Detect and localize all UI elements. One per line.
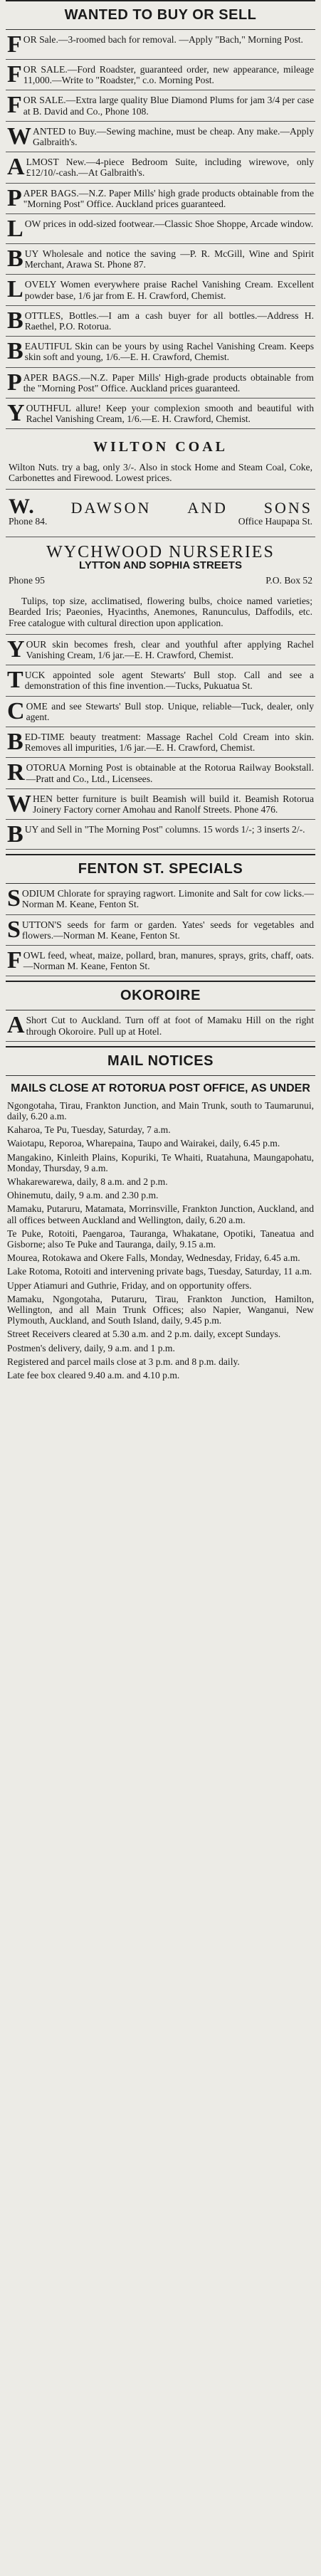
classified-ad	[6, 30, 315, 60]
classified-ad	[6, 884, 315, 914]
classified-ad	[6, 306, 315, 337]
ad-text: OTORUA Morning Post is obtainable at the Rotorua Railway Bookstall. —Pratt and Co., Ltd., Licensees.	[26, 762, 314, 784]
wilton-title: WILTON COAL	[93, 439, 228, 455]
nursery-street: LYTTON AND SOPHIA STREETS	[79, 559, 242, 571]
ad-text: EAUTIFUL Skin can be yours by using Rachel Vanishing Cream. Keeps skin soft and young, 1/6.—E. H. Crawford, Chemist.	[24, 341, 314, 363]
mail-schedule-item: Mamaku, Ngongotaha, Putaruru, Tirau, Frankton Junction, Hamilton, Wellington, and all Main Trunk Offices; also Napier, Wanganui, New Plymouth, Auckland, and South Island, daily, 9.45 p.m.	[7, 1293, 314, 1326]
drop-cap: W	[7, 790, 31, 817]
classified-ad	[6, 789, 315, 820]
drop-cap: F	[7, 61, 22, 88]
ad-text: OWL feed, wheat, maize, pollard, bran, manures, sprays, grits, chaff, oats.—Norman M. Keane, Fenton St.	[23, 949, 314, 972]
section-title-mail-notices: MAIL NOTICES	[107, 1052, 214, 1069]
classified-ad	[6, 214, 315, 244]
mail-schedule-item: Kaharoa, Te Pu, Tuesday, Saturday, 7 a.m.	[7, 1124, 171, 1136]
ad-text: APER BAGS.—N.Z. Paper Mills' high grade products obtainable from the "Morning Post" Office. Auckland prices guaranteed.	[23, 187, 314, 209]
ad-text: OME and see Stewarts' Bull stop. Unique, reliable—Tuck, dealer, only agent.	[26, 700, 314, 722]
ad-text: OR SALE.—Extra large quality Blue Diamond Plums for jam 3/4 per case at B. David and Co., Phone 108.	[23, 95, 314, 117]
mail-schedule-item: Whakarewarewa, daily, 8 a.m. and 2 p.m.	[7, 1176, 168, 1187]
classified-ad	[6, 60, 315, 90]
classified-ad	[6, 368, 315, 398]
classified-ad	[6, 946, 315, 976]
drop-cap: W	[7, 122, 31, 149]
drop-cap: L	[7, 276, 23, 303]
section-title-fenton: FENTON ST. SPECIALS	[78, 861, 243, 877]
mail-schedule-item: Ohinemutu, daily, 9 a.m. and 2.30 p.m.	[7, 1190, 159, 1201]
dawson-ad	[6, 490, 315, 537]
dawson-contact-row	[9, 513, 312, 531]
section-title-okoroire: OKOROIRE	[120, 988, 201, 1004]
classified-ad	[6, 727, 315, 758]
nursery-title: WYCHWOOD NURSERIES	[46, 543, 275, 562]
classified-ad	[6, 122, 315, 152]
drop-cap: S	[7, 916, 21, 943]
ad-text: APER BAGS.—N.Z. Paper Mills' High-grade products obtainable from the "Morning Post" Office. Auckland prices guaranteed.	[23, 371, 314, 394]
nurseries-ad	[6, 537, 315, 634]
ad-text: UY and Sell in "The Morning Post" columns. 15 words 1/-; 3 inserts 2/-.	[24, 824, 305, 835]
dawson-and: AND	[187, 499, 228, 517]
classified-ad	[6, 184, 315, 214]
drop-cap: B	[7, 338, 23, 365]
drop-cap: F	[7, 946, 22, 973]
dawson-office: Office Haupapa St.	[238, 516, 312, 527]
drop-cap: Y	[7, 400, 25, 427]
classified-ad	[6, 337, 315, 367]
section-title-wanted: WANTED TO BUY OR SELL	[64, 7, 257, 23]
ad-text: OUR skin becomes fresh, clear and youthful after applying Rachel Vanishing Cream, 1/6 jar.—E. H. Crawford, Chemist.	[26, 638, 314, 660]
nursery-phone: Phone 95	[9, 574, 45, 586]
classified-ad	[6, 398, 315, 429]
mail-schedule-item: Late fee box cleared 9.40 a.m. and 4.10 p.m.	[7, 1370, 180, 1381]
ad-text: HEN better furniture is built Beamish will build it. Beamish Rotorua Joinery Factory corner Amohau and Ranolf Streets. Phone 476.	[33, 793, 314, 815]
drop-cap: C	[7, 697, 25, 724]
dawson-initial: W.	[9, 495, 35, 519]
ad-text: LMOST New.—4-piece Bedroom Suite, including wirewove, only £12/10/-cash.—At Galbraith's.	[26, 157, 314, 179]
classified-ad	[6, 820, 315, 850]
mail-schedule-item: Ngongotaha, Tirau, Frankton Junction, and Main Trunk, south to Taumarunui, daily, 6.20 a.m.	[7, 1099, 314, 1121]
mail-schedule-item: Postmen's delivery, daily, 9 a.m. and 1 p.m.	[7, 1342, 175, 1353]
mail-schedule-item: Upper Atiamuri and Guthrie, Friday, and on opportunity offers.	[7, 1279, 252, 1291]
drop-cap: P	[7, 369, 22, 396]
drop-cap: S	[7, 885, 21, 912]
dawson-sons: SONS	[263, 499, 312, 517]
ad-text: OW prices in odd-sized footwear.—Classic Shoe Shoppe, Arcade window.	[24, 218, 314, 230]
classified-ad	[6, 915, 315, 946]
drop-cap: Y	[7, 635, 25, 663]
mails-close-heading: MAILS CLOSE AT ROTORUA POST OFFICE, AS UNDER	[11, 1082, 310, 1094]
ad-text: UTTON'S seeds for farm or garden. Yates' seeds for vegetables and flowers.—Norman M. Keane, Fenton St.	[21, 919, 314, 941]
mail-schedule-item: Te Puke, Rotoiti, Paengaroa, Tauranga, Whakatane, Opotiki, Taneatua and Gisborne; also Te Puke and Tauranga, daily, 9.15 a.m.	[7, 1228, 314, 1250]
classified-ad	[6, 275, 315, 305]
ad-text: ODIUM Chlorate for spraying ragwort. Limonite and Salt for cow licks.—Norman M. Keane, Fenton St.	[21, 888, 314, 910]
wanted-ads-list	[6, 30, 315, 429]
mail-schedule-item: Lake Rotoma, Rotoiti and intervening private bags, Tuesday, Saturday, 11 a.m.	[7, 1266, 312, 1277]
mail-schedule-item: Street Receivers cleared at 5.30 a.m. and 2 p.m. daily, except Sundays.	[7, 1329, 281, 1340]
nursery-body: Tulips, top size, acclimatised, flowering bulbs, choice named varieties; Bearded Iris; Paeonies, Hyacinths, Anemones, Ranunculus, Daffodils, etc. Free catalogue with cultural direction upon application.	[9, 596, 312, 628]
drop-cap: F	[7, 31, 22, 58]
classified-ad	[6, 635, 315, 665]
dawson-phone: Phone 84.	[9, 516, 48, 527]
mail-schedule-item: Registered and parcel mails close at 3 p.m. and 8 p.m. daily.	[7, 1356, 240, 1367]
mail-schedule-item: Waiotapu, Reporoa, Wharepaina, Taupo and Wairakei, daily, 6.45 p.m.	[7, 1138, 280, 1149]
mail-schedule-item: Mourea, Rotokawa and Okere Falls, Monday, Wednesday, Friday, 6.45 a.m.	[7, 1252, 300, 1264]
ad-text: ED-TIME beauty treatment: Massage Rachel Cold Cream into skin. Removes all impurities, 1/6 jar.—E. H. Crawford, Chemist.	[24, 731, 314, 754]
okoroire-ad	[6, 1010, 315, 1041]
drop-cap: L	[7, 216, 23, 243]
dawson-surname: DAWSON	[70, 499, 152, 517]
nursery-contact-row	[9, 572, 312, 590]
ad-text: Short Cut to Auckland. Turn off at foot of Mamaku Hill on the right through Okoroire. Pull up at Hotel.	[26, 1015, 314, 1037]
drop-cap: B	[7, 246, 23, 273]
classified-ad	[6, 665, 315, 696]
ad-text: OTTLES, Bottles.—I am a cash buyer for all bottles.—Address H. Raethel, P.O. Rotorua.	[24, 310, 314, 332]
ad-text: UY Wholesale and notice the saving —P. R. McGill, Wine and Spirit Merchant, Arawa St. Phone 87.	[24, 248, 314, 270]
mail-schedule-item: Mamaku, Putaruru, Matamata, Morrinsville, Frankton Junction, Auckland, and all offices between Auckland and Wellington, daily, 6.20 a.m.	[7, 1203, 314, 1225]
mail-notices-list	[6, 1100, 315, 1383]
dawson-name-row	[9, 495, 312, 519]
drop-cap: A	[7, 154, 25, 181]
drop-cap: P	[7, 184, 22, 211]
ad-text: UCK appointed sole agent Stewarts' Bull stop. Call and see a demonstration of this fine invention.—Tucks, Pukuatua St.	[24, 670, 314, 692]
drop-cap: B	[7, 307, 23, 334]
nursery-box: P.O. Box 52	[265, 574, 312, 586]
drop-cap: B	[7, 728, 23, 755]
classified-ad	[6, 758, 315, 788]
drop-cap: T	[7, 667, 23, 694]
drop-cap: F	[7, 92, 22, 119]
wilton-body: Wilton Nuts. try a bag, only 3/-. Also in stock Home and Steam Coal, Coke, Carbonettes and Firewood. Lowest prices.	[9, 461, 312, 483]
wilton-coal-ad	[6, 429, 315, 490]
fenton-ads-list	[6, 884, 315, 976]
drop-cap: B	[7, 821, 23, 848]
ad-text: OR Sale.—3-roomed bach for removal. —Apply "Bach," Morning Post.	[23, 34, 303, 45]
ad-text: OR SALE.—Ford Roadster, guaranteed order, new appearance, mileage 11,000.—Write to "Roadster," c.o. Morning Post.	[23, 64, 314, 86]
classified-ad	[6, 152, 315, 183]
ad-text: OUTHFUL allure! Keep your complexion smooth and beautiful with Rachel Vanishing Cream, 1/6.—E. H. Crawford, Chemist.	[26, 403, 314, 425]
classified-ad	[6, 697, 315, 727]
ad-text: ANTED to Buy.—Sewing machine, must be cheap. Any make.—Apply Galbraith's.	[33, 125, 314, 148]
classified-ad	[6, 90, 315, 121]
classified-ad	[6, 244, 315, 275]
drop-cap: A	[7, 1012, 25, 1039]
ad-text: OVELY Women everywhere praise Rachel Vanishing Cream. Excellent powder base, 1/6 jar from E. H. Crawford, Chemist.	[24, 279, 314, 301]
more-ads-list	[6, 635, 315, 850]
drop-cap: R	[7, 759, 25, 786]
mail-schedule-item: Mangakino, Kinleith Plains, Kopuriki, Te Whaiti, Ruatahuna, Maungapohatu, Monday, Thursday, 9 a.m.	[7, 1151, 314, 1173]
